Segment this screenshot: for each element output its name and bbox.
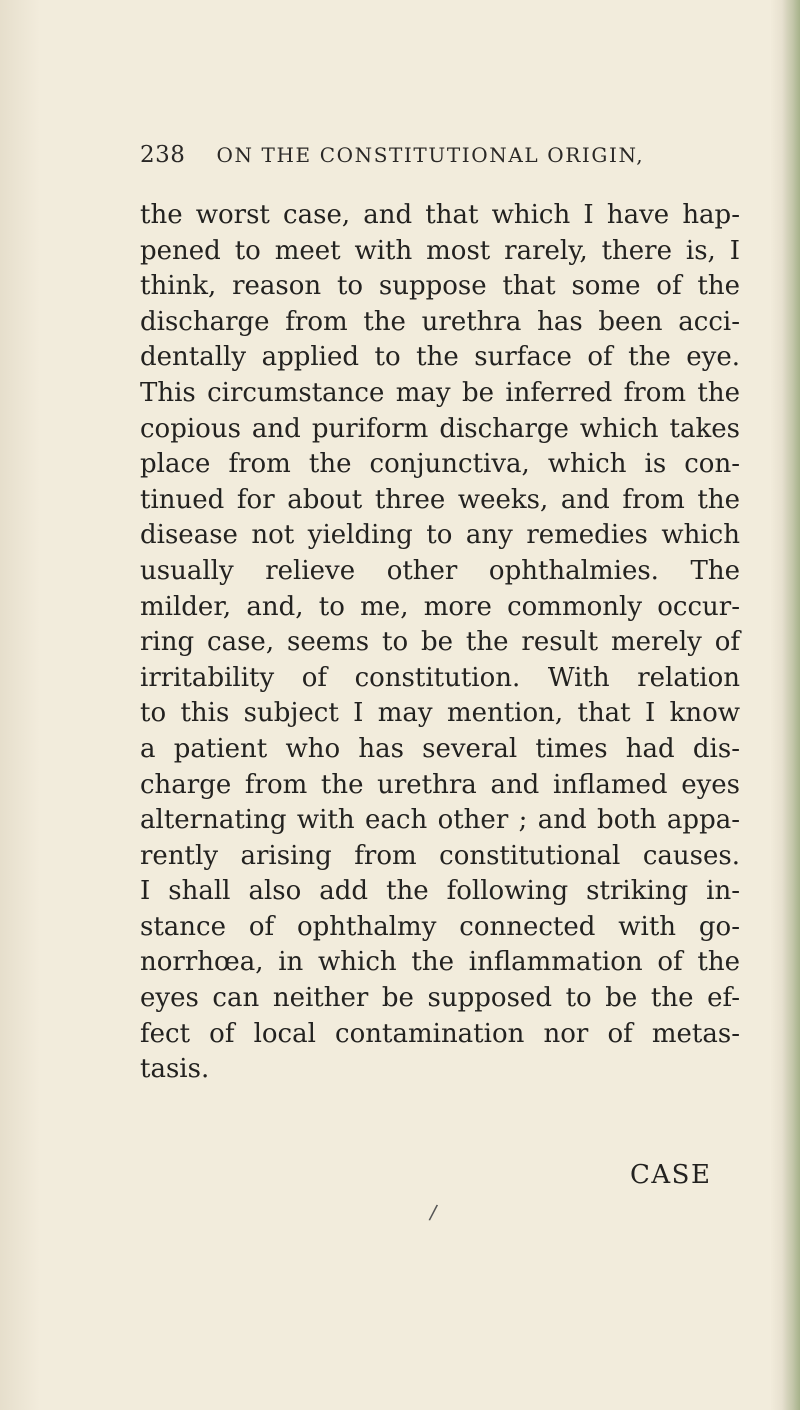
running-head-title: ON THE CONSTITUTIONAL ORIGIN, — [216, 143, 645, 167]
text-line: fect of local contamination nor of metas- — [140, 1018, 740, 1049]
text-line: This circumstance may be inferred from the — [140, 377, 740, 408]
text-line: I shall also add the following striking in- — [140, 876, 740, 907]
text-line: alternating with each other ; and both appa- — [140, 805, 740, 836]
text-line: charge from the urethra and inflamed eyes — [140, 769, 740, 800]
page-edge-shadow — [782, 0, 800, 1410]
text-line: a patient who has several times had dis- — [140, 733, 740, 764]
text-line-last: tasis. — [140, 1054, 210, 1085]
text-line: to this subject I may mention, that I know — [140, 698, 740, 729]
text-line: eyes can neither be supposed to be the ef- — [140, 983, 740, 1014]
text-line: discharge from the urethra has been acci- — [140, 306, 740, 337]
text-line: disease not yielding to any remedies which — [140, 520, 740, 551]
text-line: rently arising from constitutional causes. — [140, 840, 740, 871]
text-line: usually relieve other ophthalmies. The — [140, 555, 740, 586]
text-line: think, reason to suppose that some of the — [140, 271, 740, 302]
text-line: place from the conjunctiva, which is con- — [140, 449, 740, 480]
text-line: stance of ophthalmy connected with go- — [140, 911, 740, 942]
running-head — [140, 142, 700, 168]
stray-mark: / — [427, 1199, 439, 1225]
text-line: tinued for about three weeks, and from the — [140, 484, 740, 515]
text-line: irritability of constitution. With relation — [140, 662, 740, 693]
text-line: copious and puriform discharge which takes — [140, 413, 740, 444]
text-line: ring case, seems to be the result merely of — [140, 627, 740, 658]
page-number: 238 — [140, 142, 186, 168]
text-line: pened to meet with most rarely, there is, I — [140, 235, 740, 266]
text-line: norrhœa, in which the inflammation of the — [140, 947, 740, 978]
text-line: dentally applied to the surface of the eye. — [140, 342, 740, 373]
text-line: the worst case, and that which I have hap- — [140, 200, 740, 230]
body-text — [140, 198, 740, 1088]
catchword: CASE — [630, 1160, 712, 1190]
text-line: milder, and, to me, more commonly occur- — [140, 591, 740, 622]
